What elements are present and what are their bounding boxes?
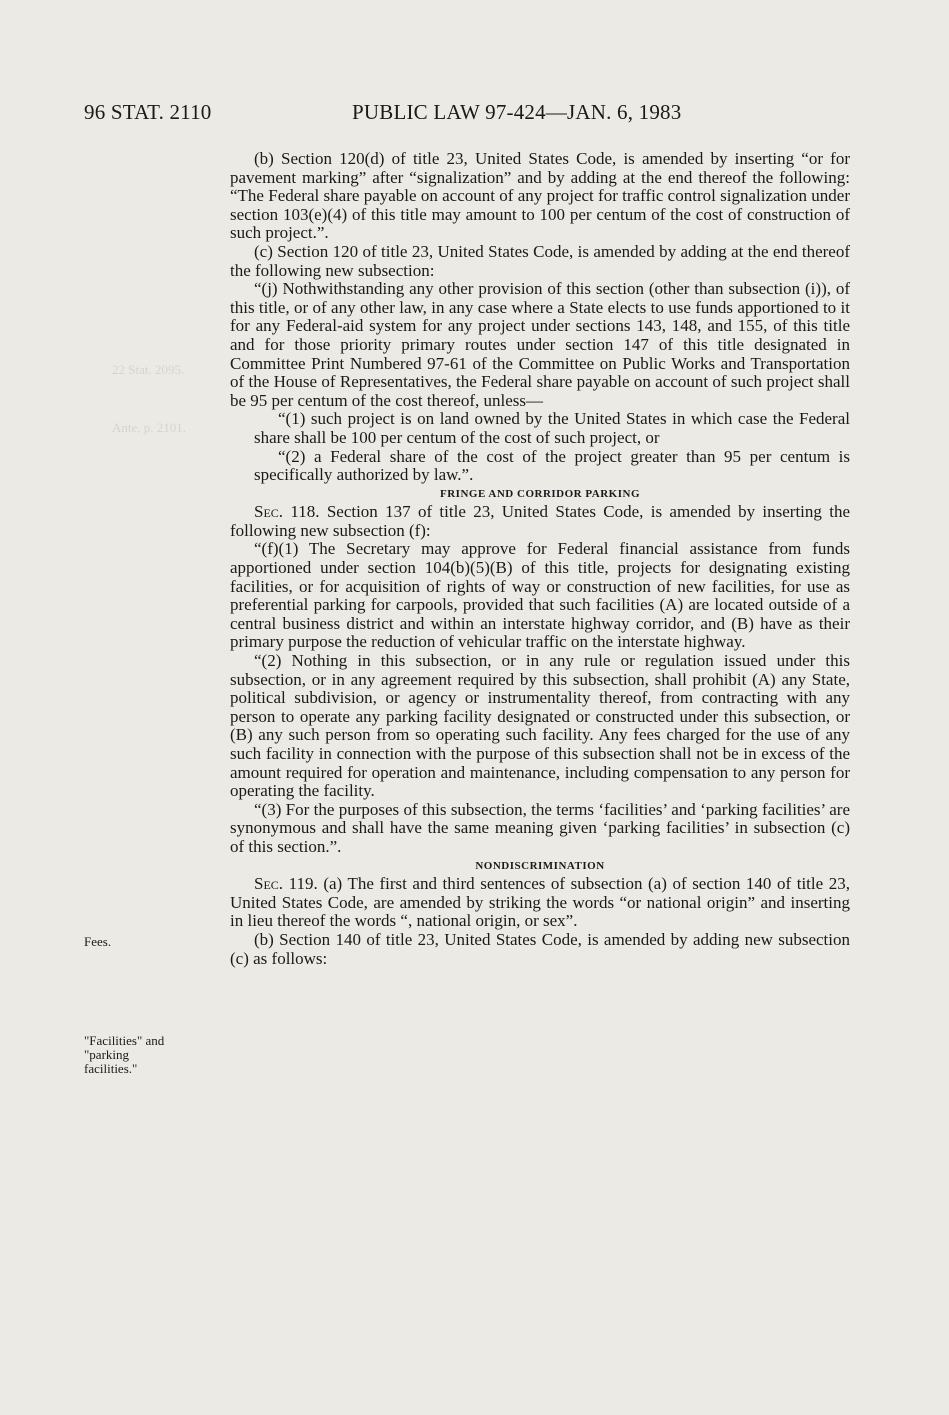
section-label: Sec. bbox=[254, 502, 284, 522]
stat-page-number: 96 STAT. 2110 bbox=[84, 100, 212, 124]
paragraph-f-2: “(2) Nothing in this subsection, or in any rule or regulation issued under this subsection, or in any agreement required by this subsection, shall prohibit (A) any State, political subdivision, or agency or instrumentality thereof, from contracting with any person to operate any parking facility designated or constructed under this subsection, or (B) any such person from so operating such facility. Any fees charged for the use of any such facility in connection with the purpose of this subsection shall not be in excess of the amount required for operation and maintenance, including compensation to any person for operating the facility. bbox=[230, 651, 850, 801]
margin-note-line: facilities." bbox=[84, 1061, 138, 1076]
section-118 bbox=[230, 503, 850, 540]
paragraph-subsection-j: “(j) Nothwithstanding any other provision of this section (other than subsection (i)), of this title, or of any other law, in any case where a State elects to use funds apportioned to it for any Federal-aid system for any project under sections 143, 148, and 155, of this title and for those priority primary routes under section 147 of this title designated in Committee Print Numbered 97-61 of the Committee on Public Works and Transportation of the House of Representatives, the Federal share payable on account of such project shall be 95 per centum of the cost thereof, unless— bbox=[230, 279, 850, 410]
main-text-column bbox=[230, 150, 850, 968]
paragraph-119b: (b) Section 140 of title 23, United States Code, is amended by adding new subsection (c) as follows: bbox=[230, 929, 850, 968]
paragraph-j-2: “(2) a Federal share of the cost of the project greater than 95 per centum is specifically authorized by law.”. bbox=[254, 446, 850, 485]
margin-note-line: "Facilities" and bbox=[84, 1033, 165, 1048]
paragraph-f-3: “(3) For the purposes of this subsection, the terms ‘facilities’ and ‘parking facilities’ are synonymous and shall have the same meaning given ‘parking facilities’ in subsection (c) of this section.”. bbox=[230, 799, 850, 856]
bleed-through-text: 22 Stat. 2095. bbox=[112, 362, 185, 377]
section-119-text: 119. (a) The first and third sentences of subsection (a) of section 140 of title 23, United States Code, are amended by striking the words “or national origin” and inserting in lieu thereof the words “, national origin, or sex”. bbox=[230, 874, 850, 931]
page-title: PUBLIC LAW 97-424—JAN. 6, 1983 bbox=[352, 100, 682, 124]
paragraph-f-1: “(f)(1) The Secretary may approve for Federal financial assistance from funds apportioned under section 104(b)(5)(B) of this title, projects for designating existing facilities, or for acquisition of rights of way or construction of new facilities, for use as preferential parking for carpools, provided that such facilities (A) are located outside of a central business district and within an interstate highway corridor, and (B) have as their primary purpose the reduction of vehicular traffic on the interstate highway. bbox=[230, 539, 850, 652]
margin-note-facilities bbox=[84, 1034, 164, 1076]
section-118-text: 118. Section 137 of title 23, United States Code, is amended by inserting the following new subsection (f): bbox=[230, 502, 850, 540]
paragraph-120d: (b) Section 120(d) of title 23, United States Code, is amended by inserting “or for pavement marking” after “signalization” and by adding at the end thereof the following: “The Federal share payable on account of any project for traffic control signalization under section 103(e)(4) of this title may amount to 100 per centum of the cost of construction of such project.”. bbox=[230, 149, 850, 243]
margin-note-fees: Fees. bbox=[84, 934, 112, 949]
section-label: Sec. bbox=[254, 874, 284, 894]
margin-note-line: "parking bbox=[84, 1047, 130, 1062]
paragraph-j-1: “(1) such project is on land owned by the United States in which case the Federal share shall be 100 per centum of the cost of such project, or bbox=[254, 409, 850, 447]
paragraph-120c: (c) Section 120 of title 23, United States Code, is amended by adding at the end thereof the following new subsection: bbox=[230, 241, 850, 280]
section-caption-nondiscrimination: NONDISCRIMINATION bbox=[475, 859, 605, 872]
bleed-through-text: Ante, p. 2101. bbox=[112, 420, 187, 435]
section-119 bbox=[230, 875, 850, 931]
section-caption-fringe-parking: FRINGE AND CORRIDOR PARKING bbox=[440, 487, 640, 500]
